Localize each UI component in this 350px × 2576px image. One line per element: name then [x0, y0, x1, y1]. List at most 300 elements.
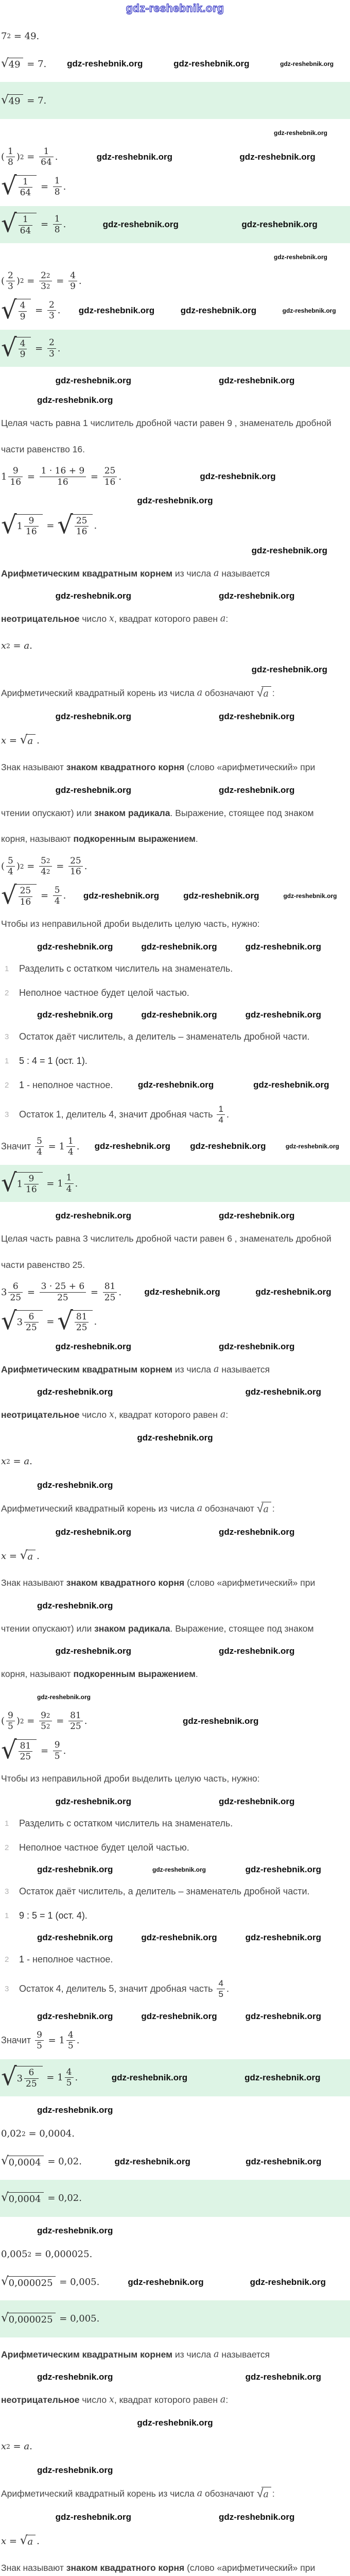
denominator [75, 527, 89, 537]
watermark-row [0, 2007, 350, 2026]
math-text: 0,000025 [8, 2277, 53, 2289]
watermark-text: gdz-reshebnik.org [280, 60, 334, 67]
fraction [6, 1710, 15, 1732]
fraction [19, 886, 33, 907]
math-text: . [57, 305, 61, 316]
watermark-group [83, 2073, 349, 2083]
math-variable: a [220, 614, 226, 624]
math-text: = [87, 1286, 101, 1298]
math-text: 16 [10, 477, 22, 487]
math-text: = [53, 275, 67, 286]
denominator [47, 349, 56, 359]
formula-row-highlighted [0, 206, 350, 243]
fraction [19, 1741, 33, 1762]
list-item [0, 1097, 350, 1132]
math-text: 81 [20, 1740, 31, 1751]
math-text: . [84, 861, 87, 872]
radical [1, 1168, 43, 1198]
numerator [6, 270, 15, 281]
denominator [19, 188, 33, 198]
exponent: 2 [22, 2130, 26, 2138]
body-text: Остаток даёт числитель, а делитель – знаменатель дробной части. [19, 1031, 310, 1042]
denominator [68, 1721, 83, 1732]
math-text: = 0,005. [56, 2277, 100, 2287]
math-text: 6 [28, 1312, 34, 1323]
radical [20, 734, 36, 747]
exponent: 2 [27, 2250, 32, 2258]
body-text: : [225, 614, 229, 624]
math-text: = [24, 861, 38, 872]
watermark-text: gdz-reshebnik.org [241, 219, 318, 229]
math-variable: a [24, 640, 30, 652]
watermark-group [87, 2157, 349, 2167]
math-text: 5 [54, 885, 60, 895]
math-text: 25 [57, 1292, 68, 1303]
watermark-row [0, 1596, 350, 1616]
radical [1, 58, 23, 70]
fraction [24, 1312, 39, 1333]
watermark-text: gdz-reshebnik.org [137, 1432, 213, 1443]
list-item-content [19, 1056, 87, 1066]
watermark-text: gdz-reshebnik.org [37, 2372, 113, 2382]
math-variable: a [220, 2395, 226, 2405]
numerator [39, 146, 54, 157]
body-text: , квадрат которого равен [114, 614, 220, 624]
math-text: = [32, 343, 46, 354]
watermark-row [0, 247, 350, 267]
body-text: Разделить с остатком числитель на знаменатель. [19, 1818, 233, 1828]
watermark-text: gdz-reshebnik.org [219, 785, 295, 795]
watermark-text: gdz-reshebnik.org [96, 151, 172, 162]
radicand [7, 2313, 56, 2325]
math-text: 3 [41, 281, 46, 292]
math-text: 16 [20, 896, 31, 907]
body-text: - неполное частное. [24, 1079, 113, 1090]
radical [1, 209, 37, 239]
math-text: 9 [28, 515, 34, 526]
math-text: 9 [28, 1173, 34, 1184]
math-text: 4 [41, 867, 46, 877]
math-text: 9 [54, 1740, 60, 1751]
watermark-text: gdz-reshebnik.org [37, 1387, 113, 1397]
exponent: 2 [6, 2443, 10, 2450]
math-text: 16 [57, 477, 68, 487]
denominator [24, 527, 39, 537]
body-text: Остаток 1, делитель 4, значит дробная часть [19, 1109, 216, 1120]
radical [1, 1307, 43, 1336]
radical-sign-icon: √ [20, 1548, 28, 1562]
denominator [24, 1323, 39, 1333]
fraction [75, 1312, 89, 1333]
list-item-content [19, 1954, 113, 1965]
watermark-text: gdz-reshebnik.org [114, 2156, 190, 2166]
watermark-text: gdz-reshebnik.org [37, 1864, 113, 1874]
numerator [39, 270, 51, 281]
numerator [19, 886, 33, 896]
body-text: Знак называют [1, 762, 66, 773]
watermark-text: gdz-reshebnik.org [283, 892, 337, 900]
math-text: 1 [23, 176, 28, 187]
body-text: называется [219, 1364, 270, 1375]
bold-term: знаком квадратного корня [66, 2563, 185, 2573]
denominator [66, 1147, 75, 1157]
exponent: 2 [46, 272, 50, 279]
watermark-row [0, 937, 350, 957]
math-text: 25 [70, 1721, 81, 1732]
math-variable: a [27, 736, 33, 747]
watermark-row [0, 707, 350, 726]
watermark-row [0, 1382, 350, 1402]
formula [1, 734, 40, 747]
watermark-text: gdz-reshebnik.org [141, 1932, 217, 1942]
math-text: . [63, 181, 66, 192]
body-text: , квадрат которого равен [114, 1410, 220, 1420]
list-item-content [19, 1886, 310, 1897]
math-text: = [43, 1316, 58, 1327]
list-number: 2 [5, 1955, 9, 1964]
radicand [15, 514, 43, 537]
body-text: Чтобы из неправильной дроби выделить целую часть, нужно: [1, 1773, 260, 1784]
math-text: = 0,02. [44, 2193, 82, 2204]
numerator [6, 146, 15, 157]
watermark-text: gdz-reshebnik.org [55, 2512, 131, 2522]
watermark-text: gdz-reshebnik.org [37, 2225, 113, 2235]
fraction [68, 856, 83, 877]
watermark-row [0, 2100, 350, 2120]
formula-row [0, 143, 350, 172]
radical-sign-icon: √ [1, 880, 17, 910]
numerator [19, 214, 33, 225]
watermark-text: gdz-reshebnik.org [37, 1600, 113, 1611]
math-text: = [53, 1716, 67, 1727]
math-text: 0,000025 [8, 2314, 53, 2325]
paragraph [0, 2387, 350, 2413]
math-text: 3 [16, 1317, 23, 1328]
formula [1, 1307, 97, 1336]
paragraph [0, 2555, 350, 2576]
math-text: 16 [26, 527, 37, 537]
math-text: . [75, 2072, 78, 2083]
math-text: 4 [20, 338, 26, 349]
numerator [19, 300, 27, 311]
math-text: = [38, 219, 51, 230]
fraction [35, 2030, 44, 2052]
math-text: 1 [8, 146, 13, 157]
math-text: 25 [10, 1292, 22, 1303]
site-watermark-header: gdz-reshebnik.org [126, 3, 224, 14]
list-item [0, 981, 350, 1005]
math-text: 1 [67, 1136, 74, 1146]
list-number: 1 [5, 1911, 9, 1920]
list-item-content [19, 1978, 229, 2000]
math-text: = [10, 2441, 24, 2452]
formula [1, 270, 82, 292]
math-text: 9 : 5 = 1 (ост. 4). [19, 1910, 87, 1921]
denominator [68, 281, 77, 292]
numerator [19, 338, 27, 349]
denominator [39, 867, 51, 877]
formula [1, 2128, 75, 2139]
bold-term: подкоренным выражением [73, 1669, 196, 1680]
math-text: 1 [16, 1179, 23, 1190]
list-item-content [19, 963, 233, 974]
list-item [0, 1025, 350, 1049]
formula-row [0, 1736, 350, 1766]
math-text: = 1 [43, 2072, 63, 2083]
math-text: = [24, 1286, 38, 1298]
radicand [72, 1310, 93, 1333]
math-text: 1 [16, 521, 23, 532]
watermark-row [0, 1792, 350, 1811]
watermark-text: gdz-reshebnik.org [141, 1009, 217, 1020]
watermark-text: gdz-reshebnik.org [251, 664, 327, 674]
math-text: = [24, 1716, 38, 1727]
radical [1, 2313, 56, 2325]
body-text: называется [219, 568, 270, 579]
body-text: обозначают [202, 2488, 257, 2499]
radical-sign-icon: √ [1, 2311, 9, 2325]
watermark-text: gdz-reshebnik.org [282, 307, 336, 314]
math-variable: a [27, 1551, 33, 1563]
watermark-text: gdz-reshebnik.org [55, 1796, 131, 1806]
body-text: число [79, 2395, 109, 2405]
formula [1, 333, 61, 362]
math-text: . [94, 1316, 97, 1327]
list-item-content [19, 1104, 229, 1126]
formula-row-highlighted [0, 2180, 350, 2217]
paragraph [0, 1570, 350, 1596]
watermark-text: gdz-reshebnik.org [219, 1211, 295, 1221]
denominator [19, 897, 33, 907]
radical-sign-icon: √ [1, 2062, 17, 2092]
body-text: Арифметический квадратный корень из числа [1, 2488, 197, 2499]
watermark-text: gdz-reshebnik.org [55, 711, 131, 722]
denominator [8, 1293, 23, 1303]
formula-row [0, 511, 350, 541]
formula [1, 1168, 78, 1198]
body-text: (слово «арифметический» при [184, 2563, 316, 2573]
math-text: 3 [1, 1286, 7, 1298]
body-text: из числа [172, 1364, 214, 1375]
radical-sign-icon: √ [1, 2154, 9, 2167]
numerator [68, 856, 83, 867]
watermark-row [0, 1860, 350, 1879]
math-text: 1 [218, 1104, 223, 1114]
paragraph [0, 911, 350, 937]
denominator [68, 867, 83, 877]
math-text: = [43, 520, 58, 531]
math-text: 4 [54, 896, 60, 907]
formula [1, 2192, 82, 2205]
radical-sign-icon: √ [1, 209, 17, 239]
body-text: части равенство 25. [1, 1259, 85, 1270]
radicand [7, 94, 23, 107]
math-text: . [118, 471, 122, 482]
watermark-text: gdz-reshebnik.org [245, 1864, 321, 1874]
fraction [217, 1978, 224, 2000]
watermark-group [63, 152, 349, 162]
fraction [103, 466, 117, 487]
fraction [6, 146, 15, 168]
watermark-text: gdz-reshebnik.org [78, 305, 155, 315]
math-text: . [78, 275, 82, 286]
watermark-text: gdz-reshebnik.org [245, 1009, 321, 1020]
fraction [66, 2030, 75, 2052]
math-variable: a [197, 1503, 203, 1514]
math-text: 0,02 [1, 2128, 22, 2139]
math-variable: a [24, 1456, 30, 1467]
fraction [65, 2067, 74, 2089]
math-variable: a [263, 1504, 269, 1515]
radicand [15, 1310, 43, 1333]
watermark-text: gdz-reshebnik.org [245, 2011, 321, 2021]
math-text: 4 [70, 270, 76, 281]
math-text: 0,0004 [8, 2193, 41, 2205]
formula-row [0, 2241, 350, 2268]
math-text: 81 [70, 1710, 81, 1721]
body-text: Знак называют [1, 2563, 66, 2573]
body-text: Арифметический квадратный корень из числа [1, 1503, 197, 1514]
radical-sign-icon: √ [256, 1501, 264, 1515]
math-text: ) [16, 1716, 20, 1727]
list-item-content [19, 988, 189, 998]
exponent: 2 [20, 277, 24, 285]
paragraph [0, 1766, 350, 1792]
radical [20, 1550, 36, 1562]
body-text: . [195, 834, 198, 844]
radical-sign-icon: √ [1, 56, 9, 70]
radical-sign-icon: √ [1, 171, 17, 200]
exponent: 2 [20, 862, 24, 870]
fraction [47, 300, 56, 321]
math-text: 64 [20, 225, 31, 236]
fraction [47, 337, 56, 359]
formula-row [0, 22, 350, 50]
radicand [7, 2276, 56, 2289]
numerator [24, 516, 39, 527]
radicand [15, 1739, 37, 1762]
numerator [53, 1740, 62, 1751]
math-text: = [24, 151, 38, 163]
denominator [65, 1184, 74, 1194]
math-text: . [57, 343, 61, 354]
radicand [72, 514, 93, 537]
math-text: 25 [76, 515, 87, 526]
math-text: 25 [20, 1752, 31, 1762]
math-text: 81 [104, 1281, 116, 1292]
math-text: ) [16, 151, 20, 163]
list-number: 1 [5, 964, 9, 973]
list-item-content [19, 1818, 233, 1829]
radical-sign-icon: √ [57, 511, 73, 540]
body-text: - неполное частное. [24, 1954, 113, 1964]
formula-row [0, 172, 350, 202]
radical [1, 2062, 43, 2092]
denominator [6, 281, 15, 292]
math-variable: x [109, 2395, 114, 2405]
body-text: . Выражение, стоящее под знаком [170, 807, 314, 818]
exponent: 2 [46, 1723, 50, 1731]
math-text: 4 [66, 2066, 72, 2077]
math-text: 16 [76, 527, 87, 537]
radicand [15, 213, 37, 236]
formula [1, 171, 66, 200]
body-text: Остаток даёт числитель, а делитель – знаменатель дробной части. [19, 1886, 310, 1896]
watermark-text: gdz-reshebnik.org [244, 2072, 321, 2082]
math-text: 1 [19, 1079, 25, 1090]
radical-sign-icon: √ [20, 733, 28, 747]
watermark-group [118, 1080, 349, 1090]
numerator [53, 885, 62, 896]
math-variable: x [1, 1456, 7, 1467]
body-text: обозначают [202, 688, 257, 699]
fraction [24, 1174, 39, 1195]
fraction [66, 1136, 75, 1158]
math-text: 4 [67, 1146, 74, 1157]
fraction [68, 270, 77, 292]
watermark-text: gdz-reshebnik.org [273, 253, 327, 261]
radical-sign-icon: √ [256, 685, 264, 699]
formula-row [0, 2527, 350, 2555]
math-text: = 0,0004. [25, 2128, 75, 2139]
watermark-text: gdz-reshebnik.org [37, 1932, 113, 1942]
formula [1, 2249, 92, 2260]
math-text: ) [16, 275, 20, 286]
denominator [53, 1751, 62, 1761]
paragraph [0, 1252, 350, 1278]
math-text: ( [1, 861, 5, 872]
watermark-text: gdz-reshebnik.org [37, 1693, 91, 1701]
math-text: 3 [48, 348, 55, 359]
body-text: : [225, 2395, 229, 2405]
radical-sign-icon: √ [1, 1307, 17, 1336]
math-variable: x [1, 1550, 7, 1562]
bold-term: неотрицательное [1, 1410, 80, 1420]
math-text: 8 [8, 157, 13, 168]
radical [57, 1307, 93, 1336]
denominator [24, 2079, 39, 2089]
watermark-text: gdz-reshebnik.org [245, 2372, 321, 2382]
math-text: 7 [1, 30, 7, 42]
exponent: 2 [46, 857, 50, 865]
math-text: . [37, 735, 40, 746]
math-variable: a [197, 2488, 203, 2499]
math-text: = [38, 1745, 51, 1756]
watermark-text: gdz-reshebnik.org [83, 890, 160, 901]
math-text: . [94, 520, 97, 531]
formula-row [0, 852, 350, 881]
watermark-row [0, 371, 350, 391]
formula [1, 1456, 32, 1467]
math-text: 4 [37, 1146, 42, 1157]
formula [1, 295, 61, 325]
body-text: Неполное частное будет целой частью. [19, 1842, 189, 1853]
formula [1, 2276, 99, 2289]
watermark-text: gdz-reshebnik.org [55, 1341, 131, 1351]
math-text: = [10, 1456, 24, 1467]
watermark-text: gdz-reshebnik.org [219, 591, 295, 601]
list-item [0, 1947, 350, 1972]
watermark-text: gdz-reshebnik.org [245, 941, 321, 952]
watermark-group [51, 59, 349, 69]
radical-sign-icon: √ [1, 1735, 17, 1765]
formula [1, 1136, 79, 1158]
body-text: число [79, 1410, 109, 1420]
radical [1, 2192, 44, 2205]
watermark-text: gdz-reshebnik.org [94, 1141, 170, 1151]
numerator [6, 856, 15, 867]
denominator [53, 896, 62, 906]
